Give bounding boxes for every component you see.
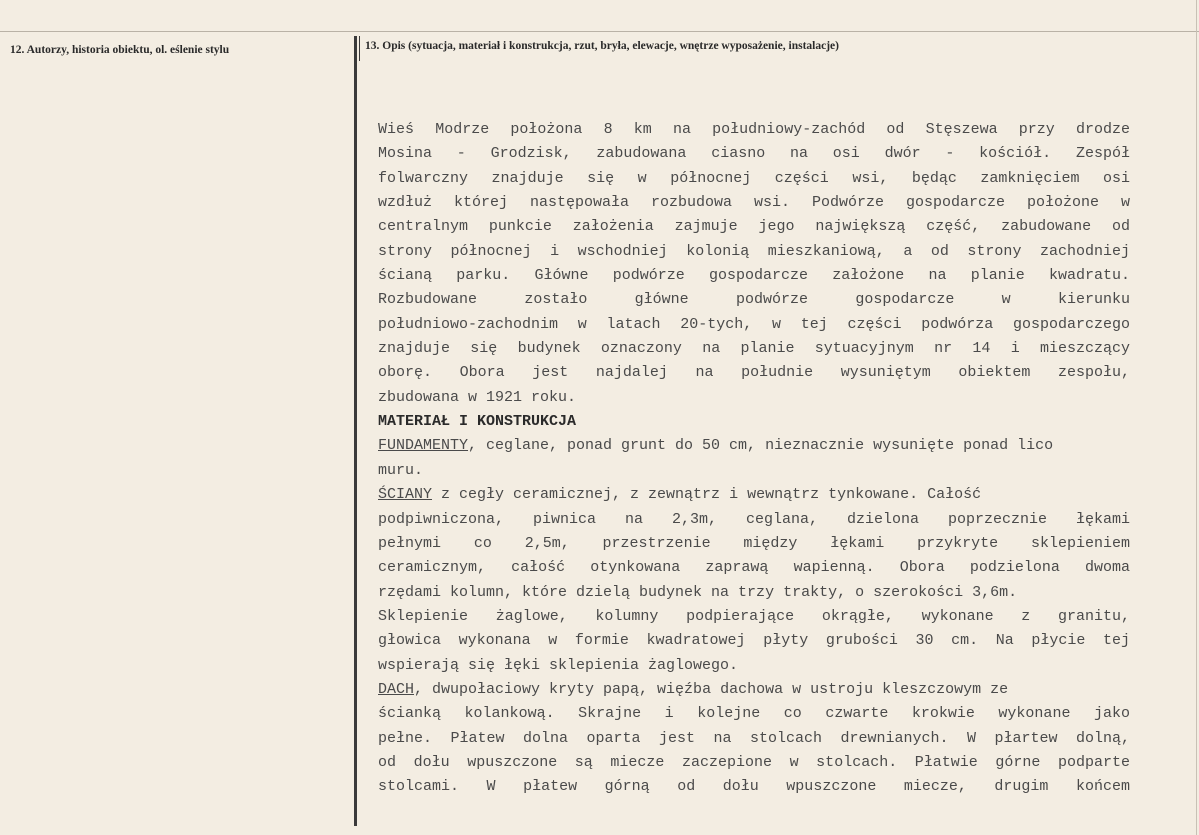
fundamenty-text: , ceglane, ponad grunt do 50 cm, nieznacznie wysunięte ponad lico	[468, 437, 1054, 455]
form-right-edge	[1196, 0, 1197, 835]
description-line: oborę. Obora jest najdalej na południe wysuniętym obiektem zespołu,	[378, 364, 1130, 382]
dach-line	[378, 678, 1130, 702]
sciany-body-line: ceramicznym, całość otynkowana zaprawą wapienną. Obora podzielona dwoma	[378, 559, 1130, 577]
material-heading: MATERIAŁ I KONSTRUKCJA	[378, 413, 577, 431]
description-line: wzdłuż której następowała rozbudowa wsi. Podwórze gospodarcze położone w	[378, 194, 1130, 212]
description-line: Mosina - Grodzisk, zabudowana ciasno na osi dwór - kościół. Zespół	[378, 145, 1130, 163]
fundamenty-line-2: muru.	[378, 461, 424, 479]
dach-label: DACH	[378, 680, 415, 698]
sciany-line	[378, 483, 1130, 507]
fundamenty-label: FUNDAMENTY	[378, 437, 469, 455]
section-13-heading: 13. Opis (sytuacja, materiał i konstrukcja, rzut, bryła, elewacje, wnętrze wyposażenie, instalacje)	[365, 40, 839, 52]
sciany-body-line: pełnymi co 2,5m, przestrzenie między łękami przykryte sklepieniem	[378, 534, 1130, 552]
column-divider	[354, 36, 357, 826]
sciany-text: z cegły ceramicznej, z zewnątrz i wewnątrz tynkowane. Całość	[432, 486, 982, 504]
description-line: folwarczny znajduje się w północnej części wsi, będąc zamknięciem osi	[378, 169, 1130, 187]
description-body	[378, 118, 1130, 800]
sciany-label: ŚCIANY	[378, 486, 433, 504]
sciany-body-line: wspierają się łęki sklepienia żaglowego.	[378, 656, 739, 674]
column-divider-thin	[359, 36, 360, 61]
sciany-body-line: głowica wykonana w formie kwadratowej płyty grubości 30 cm. Na płycie tej	[378, 632, 1130, 650]
sciany-body-line: Sklepienie żaglowe, kolumny podpierające okrągłe, wykonane z granitu,	[378, 607, 1130, 625]
description-line: strony północnej i wschodniej kolonią mieszkaniową, a od strony zachodniej	[378, 242, 1130, 260]
sciany-body-line: rzędami kolumn, które dzielą budynek na trzy trakty, o szerokości 3,6m.	[378, 583, 1018, 601]
fundamenty-line	[378, 434, 1130, 458]
dach-body-line: stolcami. W płatew górną od dołu wpuszczone miecze, drugim końcem	[378, 778, 1130, 796]
description-line: ścianą parku. Główne podwórze gospodarcze założone na planie kwadratu.	[378, 267, 1130, 285]
dach-text: , dwupołaciowy kryty papą, więźba dachowa w ustroju kleszczowym ze	[414, 680, 1009, 698]
description-line: zbudowana w 1921 roku.	[378, 388, 577, 406]
description-line: Rozbudowane zostało główne podwórze gospodarcze w kierunku	[378, 291, 1130, 309]
form-top-rule	[0, 31, 1199, 32]
dach-body-line: pełne. Płatew dolna oparta jest na stolcach drewnianych. W płartew dolną,	[378, 729, 1130, 747]
description-line: znajduje się budynek oznaczony na planie sytuacyjnym nr 14 i mieszczący	[378, 340, 1130, 358]
sciany-body-line: podpiwniczona, piwnica na 2,3m, ceglana, dzielona poprzecznie łękami	[378, 510, 1130, 528]
dach-body-line: od dołu wpuszczone są miecze zaczepione w stolcach. Płatwie górne podparte	[378, 753, 1130, 771]
description-line: Wieś Modrze położona 8 km na południowy-zachód od Stęszewa przy drodze	[378, 121, 1130, 138]
dach-body-line: ścianką kolankową. Skrajne i kolejne co czwarte krokwie wykonane jako	[378, 705, 1130, 723]
description-line: południowo-zachodnim w latach 20-tych, w tej części podwórza gospodarczego	[378, 315, 1130, 333]
description-line: centralnym punkcie założenia zajmuje jego największą część, zabudowane od	[378, 218, 1130, 236]
section-12-heading: 12. Autorzy, historia obiektu, ol. eślenie stylu	[10, 44, 230, 56]
